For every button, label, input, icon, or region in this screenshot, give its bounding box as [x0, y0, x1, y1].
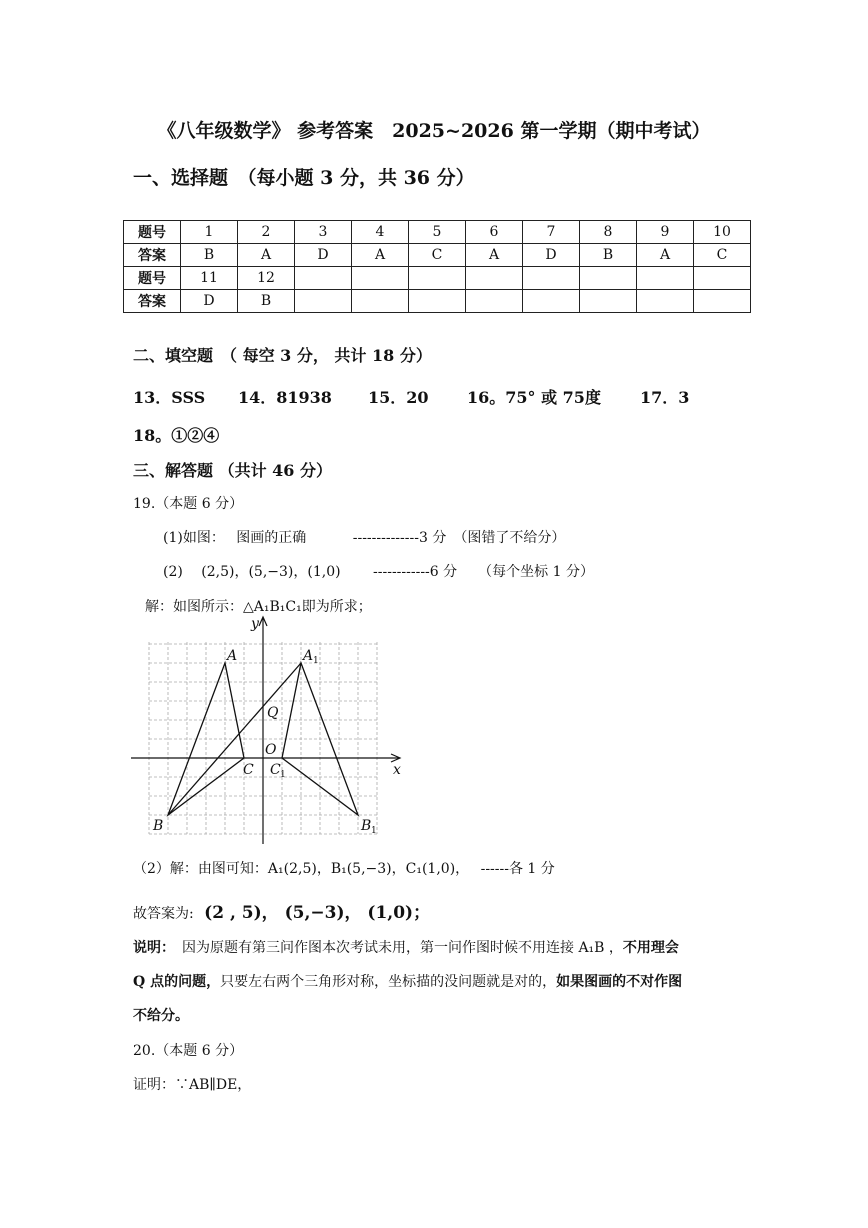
answer-label: 故答案为:: [133, 906, 194, 922]
answer-value: (2 , 5)， (5,−3)， (1,0)；: [204, 903, 431, 923]
section1-heading: 一、选择题 （每小题 3 分，共 36 分）: [133, 167, 475, 189]
row-label: 题号: [124, 267, 181, 290]
q19-solution: 解：如图所示：△A₁B₁C₁即为所求；: [145, 599, 372, 615]
answer-16: 16。75° 或 75度: [467, 388, 601, 407]
q19-line2: (2) (2,5)，(5,−3)，(1,0) ------------6 分 （每个坐标 1 分）: [163, 564, 594, 580]
q19-line1: (1)如图： 图画的正确 --------------3 分 （图错了不给分）: [163, 530, 566, 546]
point-O-label: O: [265, 742, 277, 758]
q19-heading: 19.（本题 6 分）: [133, 496, 244, 512]
point-A1-label: A: [303, 648, 314, 664]
row-label: 答案: [124, 290, 181, 313]
table-row: 答案 D B: [124, 290, 751, 313]
section2-heading: 二、填空题 （ 每空 3 分， 共计 18 分）: [133, 346, 432, 365]
note-label: 说明：: [133, 940, 168, 956]
q20-proof-start: 证明：∵AB∥DE，: [133, 1077, 252, 1093]
row-label: 题号: [124, 221, 181, 244]
point-C1-subscript: 1: [280, 770, 286, 780]
answer-table: [123, 220, 751, 313]
point-C-label: C: [243, 762, 254, 778]
point-B1-subscript: 1: [371, 826, 377, 836]
table-row: 题号 11 12: [124, 267, 751, 290]
axes: [131, 617, 400, 844]
table-row: 答案 B A D A C A D B A C: [124, 244, 751, 267]
note-line-2: Q 点的问题，只要左右两个三角形对称，坐标描的没问题就是对的，如果图画的不对作图: [133, 974, 683, 990]
table-row: 题号 1 2 3 4 5 6 7 8 9 10: [124, 221, 751, 244]
row-label: 答案: [124, 244, 181, 267]
point-A1-subscript: 1: [313, 656, 319, 666]
x-axis-label: x: [393, 762, 401, 778]
answer-14: 14．81938: [238, 388, 332, 407]
answer-17: 17．3: [640, 388, 690, 407]
q20-heading: 20.（本题 6 分）: [133, 1043, 244, 1059]
final-answer: [133, 898, 430, 923]
answer-18: 18。①②④: [133, 426, 220, 445]
coordinate-graph: [125, 612, 415, 844]
note-line-3: 不给分。: [133, 1008, 189, 1024]
note-line-1: 说明： 因为原题有第三问作图本次考试未用，第一问作图时候不用连接 A₁B ，不用理会: [133, 940, 679, 956]
point-C1-label: C: [270, 762, 281, 778]
point-Q-label: Q: [267, 705, 279, 721]
point-B-label: B: [153, 818, 164, 834]
section3-heading: 三、解答题 （共计 46 分）: [133, 461, 332, 480]
page-title: 《八年级数学》 参考答案 2025~2026 第一学期（期中考试）: [157, 120, 711, 142]
q19-part2: （2）解：由图可知：A₁(2,5)，B₁(5,−3)，C₁(1,0)， ------各 1 分: [133, 861, 555, 877]
point-B1-label: B: [361, 818, 372, 834]
answer-13: 13．SSS: [133, 388, 206, 407]
y-axis-label: y: [251, 616, 259, 632]
answer-15: 15．20: [368, 388, 429, 407]
point-A-label: A: [227, 648, 238, 664]
